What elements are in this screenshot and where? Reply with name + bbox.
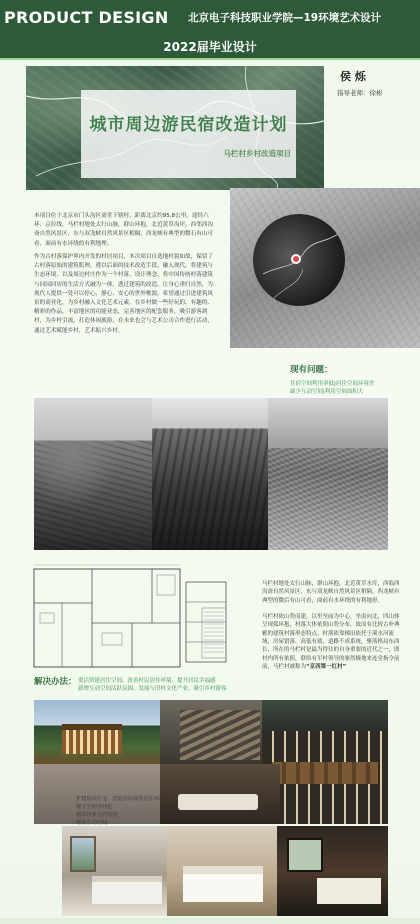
intro-paragraph-1: 本项目位于北京市门头沟区斋堂下辖村，距离北京约95.8公里，途经六环、京拉线，马栏村地处太行山脉，群山环抱，北近黄草沟岸，西邻西沟斋自然风景区，东与双龙峡自然风景区相隔，西龙峡有典型的微石有山可看，面前有水环绕的有利地理。: [34, 213, 214, 247]
bed-shape: [183, 866, 263, 902]
bed-shape: [92, 876, 162, 904]
lounge-interior-photo: [160, 764, 280, 824]
solutions-list: 扩建居民住宅、营造居民改善居住环境 建立空间全间化 增添居家全居氛围 增加互动空间: [76, 796, 165, 826]
bedroom-photo-3: [277, 826, 388, 916]
window-shape: [287, 838, 323, 872]
village-highlight: 京西第一红村: [309, 663, 343, 670]
floor-plan-drawing: [32, 563, 182, 671]
village-paragraph-1: 马栏村地处太行山脉，群山环抱，北近黄草水库，西临西沟斋自然风景区，东与双龙峡自然风景区相隔，西龙峡有典型的微后有山可看，面前有水环绕的有利地形。: [262, 581, 400, 604]
footer-strip: [0, 918, 420, 924]
village-description: 马栏村地处太行山脉，群山环抱，北近黄草水库，西临西沟斋自然风景区，东与双龙峡自然风景区相隔，西龙峡有典型的微后有山可看，面前有水环绕的有利地形。 马栏村依山势而建，以里至庙为中心，坐南向北，四山体呈现弧环抱，村落大体依照山势分布，故而有比较古朴典雅的建筑村落形态特点。村落依靠梯田依托于溪水河流域，房屋错落，高低有致，道路不成系统，聚落格局东西长，所在的马栏村是最为得往的自身重要的近代之一，即村内所有依照，联络有军村领导的驱然极地来连堂指令前前，马栏村被称为“京西第一红村”: [262, 581, 400, 670]
advisor-label: 指导老师：徐彬: [337, 89, 383, 97]
bed-shape: [317, 878, 381, 904]
project-title: 城市周边游民宿改造计划: [89, 115, 288, 135]
stairs-shape: [180, 710, 260, 760]
problems-heading: 现有问题：: [290, 365, 333, 375]
village-courtyard-photo: [152, 398, 272, 550]
village-paragraph-2: 马栏村依山势而建，以里至庙为中心，坐南向北，四山体呈现弧环抱，村落大体依照山势分布，故而有比较古朴典雅的建筑村落形态特点。村落依靠梯田依托于溪水河流域，房屋错落，高低有致，道路不成系统，聚落格局东西长，所在的马栏村是最为得往的自身重要的近代之一，即村内所有依照，联络有军村领导的驱然极地来连堂指令前前，马栏村被称为: [262, 614, 400, 670]
bedroom-photo-2: [167, 826, 277, 916]
sofa-shape: [178, 794, 258, 810]
brand-title: PRODUCT DESIGN: [4, 8, 169, 27]
window-shape: [70, 836, 96, 872]
solutions-text: 重活资建居住空间、改善村民居住环境、提升居民幸福感 新增互动空间活跃氛围、发展与旧村文化产业、吸引乡村游客: [78, 678, 227, 692]
renovated-house-exterior-photo: [34, 700, 160, 764]
school-title: 北京电子科技职业学院—19环境艺术设计: [188, 12, 382, 24]
site-location-map: [253, 214, 345, 306]
timber-dining-hall-photo: [262, 700, 388, 824]
village-landscape-photo: [34, 398, 156, 550]
graduation-year-title: 2022届毕业设计: [163, 40, 257, 54]
section-drawing: [182, 578, 262, 668]
intro-paragraph-2: 作为古村落保护界内开发的村居项目，本次项目自选地村貌如故，保留了古村落原始的建筑肌理，遵以后面的技术改造手段，融入现代。将建筑与生态环境，以及周边村庄作为一个村落，设计理念，将中国传统村落建筑与回园回居的生活方式融为一体，透过建筑的改造、让身心重归自然，为现代人提供一处可以停心、静心、安心的世外桃源。希望通过引进建筑风景的商业化，为乡村融入文化艺术元素，在乡村做一些好玩的、有趣的、精彩的作品，丰富地区的功能业态，完善地区的配套服务，吸引游客到村，为乡村引流，打造休闲旅游，在未来也会与艺术公司合作进行活动，通过艺术赋能乡村，艺术振兴乡村。: [34, 254, 214, 334]
hero-aerial-image: [26, 66, 324, 190]
hero-title-panel: [81, 90, 296, 178]
solutions-heading: 解决办法：: [34, 677, 77, 687]
project-subtitle: 马栏村乡村改造项目: [223, 149, 291, 158]
bedroom-photo-1: [62, 826, 167, 916]
house-facade: [62, 724, 122, 754]
designer-name: 侯 烁: [340, 70, 366, 83]
problems-text: 住宿空间利用率低|居住空间环境差 缺少互动空间|利用空间面积大: [290, 381, 375, 395]
village-rooftops-photo: [268, 398, 388, 550]
location-marker-icon: [291, 254, 301, 264]
